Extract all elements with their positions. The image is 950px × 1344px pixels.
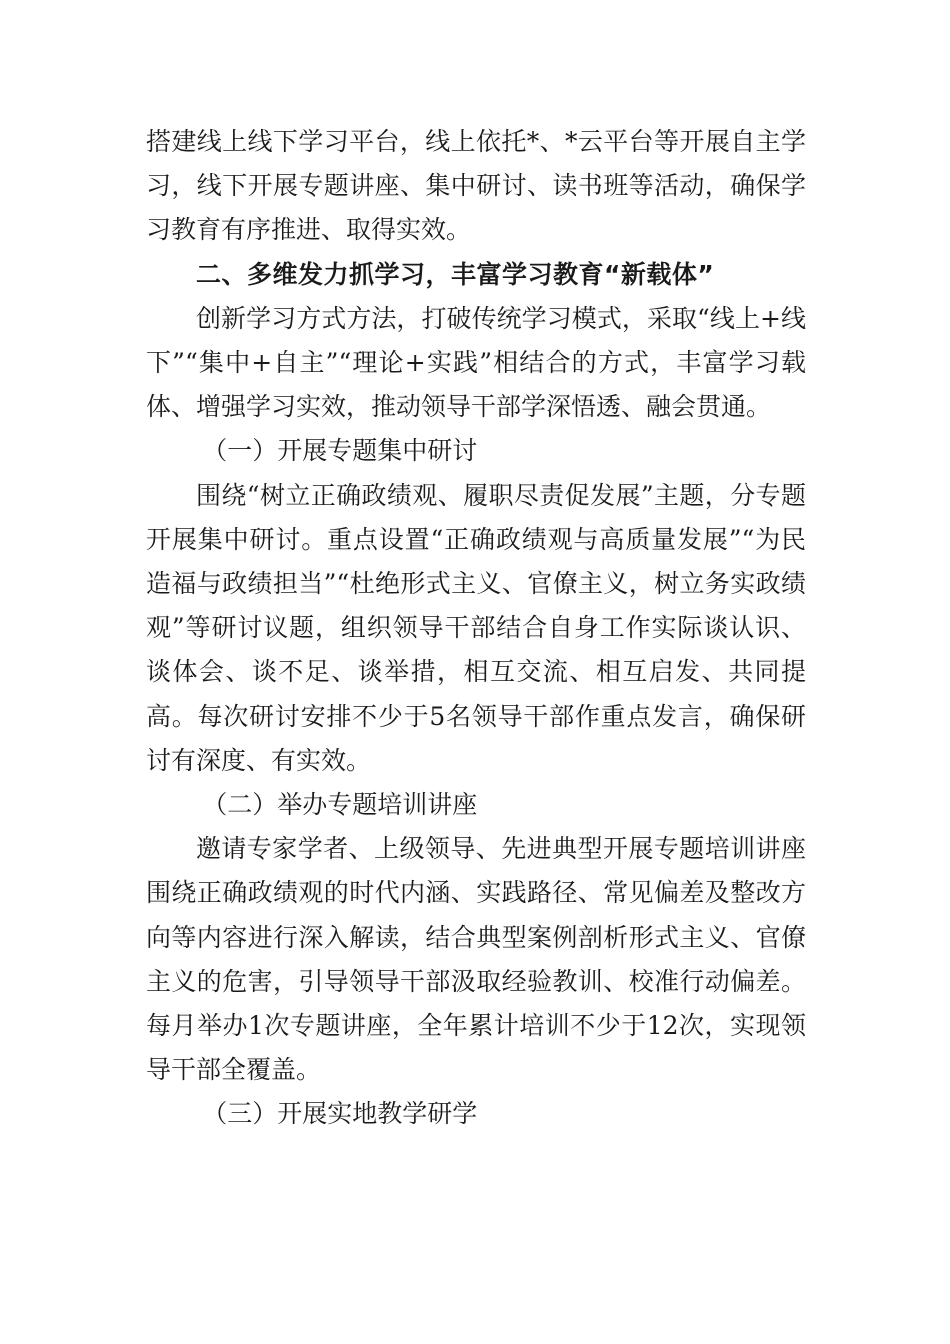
subheading-3: （三）开展实地教学研学 bbox=[202, 1099, 478, 1129]
paragraph-lecture: 邀请专家学者、上级领导、先进典型开展专题培训讲座围绕正确政绩观的时代内涵、实践路径、常见偏差及整改方向等内容进行深入解读，结合典型案例剖析形式主义、官僚主义的危害，引导领导干部汲取经验教训、校准行动偏差。每月举办1次专题讲座，全年累计培训不少于12次，实现领导干部全覆盖。 bbox=[146, 834, 806, 1085]
section-heading-2: 二、多维发力抓学习，丰富学习教育“新载体” bbox=[196, 259, 715, 289]
document-page bbox=[146, 120, 806, 1137]
paragraph-continuation: 搭建线上线下学习平台，线上依托*、*云平台等开展自主学习，线下开展专题讲座、集中研讨、读书班等活动，确保学习教育有序推进、取得实效。 bbox=[146, 127, 806, 245]
paragraph-innovation: 创新学习方式方法，打破传统学习模式，采取“线上+线下”“集中+自主”“理论+实践”相结合的方式，丰富学习载体、增强学习实效，推动领导干部学深悟透、融会贯通。 bbox=[146, 303, 806, 422]
paragraph-seminar: 围绕“树立正确政绩观、履职尽责促发展”主题，分专题开展集中研讨。重点设置“正确政绩观与高质量发展”“为民造福与政绩担当”“杜绝形式主义、官僚主义，树立务实政绩观”等研讨议题，组织领导干部结合自身工作实际谈认识、谈体会、谈不足、谈举措，相互交流、相互启发、共同提高。每次研讨安排不少于5名领导干部作重点发言，确保研讨有深度、有实效。 bbox=[146, 480, 806, 775]
subheading-2: （二）举办专题培训讲座 bbox=[202, 790, 478, 820]
subheading-1: （一）开展专题集中研讨 bbox=[202, 436, 478, 466]
